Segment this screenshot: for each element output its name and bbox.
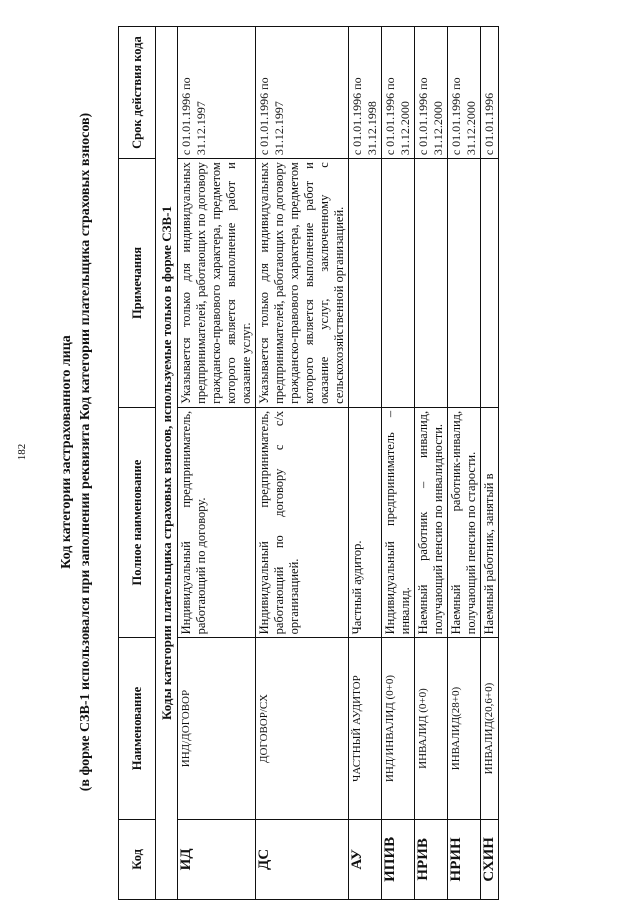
cell-term: с 01.01.1996 по 31.12.1997	[256, 27, 349, 159]
header-notes: Примечания	[119, 159, 156, 408]
cell-name: ИНВАЛИД(28+0)	[448, 638, 481, 819]
cell-full-name: Наемный работник, занятый в	[481, 407, 499, 638]
cell-term: с 01.01.1996 по 31.12.1997	[178, 27, 256, 159]
cell-full-name: Индивидуальный предприниматель, работающий по договору.	[178, 407, 256, 638]
section-row	[156, 27, 178, 900]
cell-name: ДОГОВОР/СХ	[256, 638, 349, 819]
cell-term: с 01.01.1996 по 31.12.1998	[349, 27, 382, 159]
cell-code: СХИН	[481, 819, 499, 899]
cell-code: ИПИВ	[382, 819, 415, 899]
table-row	[481, 27, 499, 900]
cell-name: ИНД/ДОГОВОР	[178, 638, 256, 819]
cell-name: ИНВАЛИД (0+0)	[415, 638, 448, 819]
table-header-row	[119, 27, 156, 900]
cell-code: АУ	[349, 819, 382, 899]
cell-code: ИД	[178, 819, 256, 899]
cell-full-name: Частный аудитор.	[349, 407, 382, 638]
cell-term: с 01.01.1996 по 31.12.2000	[448, 27, 481, 159]
cell-code: НРИН	[448, 819, 481, 899]
page-number: 182	[16, 443, 28, 461]
heading-title: Код категории застрахованного лица	[59, 335, 74, 569]
table-row	[178, 27, 256, 900]
cell-code: ДС	[256, 819, 349, 899]
table-row	[382, 27, 415, 900]
cell-name: ЧАСТНЫЙ АУДИТОР	[349, 638, 382, 819]
cell-note: Указывается только для индивидуальных предпринимателей, работающих по договору гражданско-правового характера, предметом которого является выполнение работ и оказание услуг, заключенному с сельскохозяйственной организацией.	[256, 159, 349, 408]
header-term: Срок действия кода	[119, 27, 156, 159]
cell-name: ИНВАЛИД(20,6+0)	[481, 638, 499, 819]
cell-name: ИНД/ИНВАЛИД (0+0)	[382, 638, 415, 819]
cell-full-name: Наемный работник – инвалид, получающий пенсию по инвалидности.	[415, 407, 448, 638]
header-name: Наименование	[119, 638, 156, 819]
table-row	[349, 27, 382, 900]
table-row	[256, 27, 349, 900]
codes-table	[118, 26, 499, 900]
table-row	[415, 27, 448, 900]
cell-note	[415, 159, 448, 408]
cell-note: Указывается только для индивидуальных предпринимателей, работающих по договору гражданско-правового характера, предметом которого является выполнение работ и оказание услуг.	[178, 159, 256, 408]
cell-full-name: Наемный работник-инвалид, получающий пенсию по старости.	[448, 407, 481, 638]
cell-note	[448, 159, 481, 408]
section-title: Коды категории плательщика страховых взносов, используемые только в форме СЗВ-1	[156, 27, 178, 900]
cell-note	[481, 159, 499, 408]
table-row	[448, 27, 481, 900]
codes-table-container	[118, 26, 638, 900]
cell-term: с 01.01.1996 по 31.12.2000	[415, 27, 448, 159]
cell-term: с 01.01.1996	[481, 27, 499, 159]
cell-full-name: Индивидуальный предприниматель – инвалид.	[382, 407, 415, 638]
heading	[57, 42, 95, 862]
cell-full-name: Индивидуальный предприниматель, работающий по договору с с/х организацией.	[256, 407, 349, 638]
header-code: Код	[119, 819, 156, 899]
header-full-name: Полное наименование	[119, 407, 156, 638]
cell-note	[382, 159, 415, 408]
cell-note	[349, 159, 382, 408]
cell-term: с 01.01.1996 по 31.12.2000	[382, 27, 415, 159]
cell-code: НРИВ	[415, 819, 448, 899]
heading-subtitle: (в форме СЗВ-1 использовался при заполнении реквизита Код категории плательщика страховых взносов)	[78, 112, 93, 792]
